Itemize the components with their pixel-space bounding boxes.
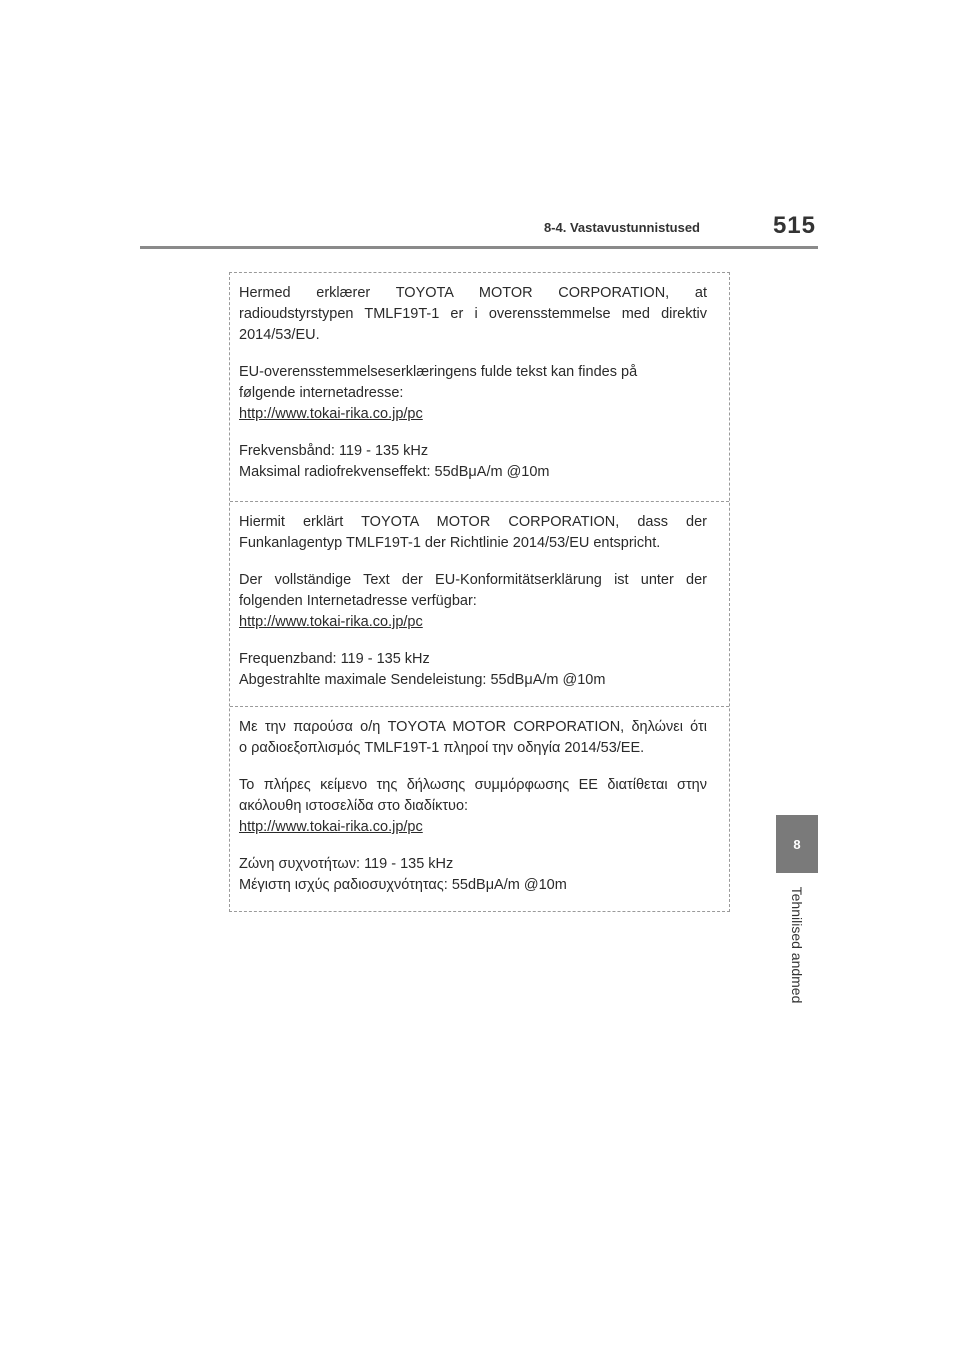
- declaration-paragraph: [239, 283, 707, 346]
- declaration-line: ο ραδιοεξοπλισμός TMLF19T-1 πληροί την οδηγία 2014/53/ΕΕ.: [239, 740, 645, 756]
- declaration-box: [229, 272, 730, 912]
- declaration-greek: [230, 706, 729, 913]
- declaration-german: [230, 501, 729, 706]
- declaration-paragraph: [239, 717, 707, 759]
- declaration-line: Hiermit erklärt TOYOTA MOTOR CORPORATION, dass der: [239, 514, 707, 530]
- max-power: Abgestrahlte maximale Sendeleistung: 55dBμA/m @10m: [239, 672, 606, 688]
- declaration-line: Funkanlagentyp TMLF19T-1 der Richtlinie 2014/53/EU entspricht.: [239, 535, 661, 551]
- declaration-line: 2014/53/EU.: [239, 327, 320, 343]
- section-title: 8-4. Vastavustunnistused: [543, 220, 700, 235]
- declaration-url-link[interactable]: http://www.tokai-rika.co.jp/pc: [239, 406, 423, 422]
- declaration-line: Με την παρούσα ο/η TOYOTA MOTOR CORPORATION, δηλώνει ότι: [239, 719, 707, 735]
- max-power: Μέγιστη ισχύς ραδιοσυχνότητας: 55dBμA/m @10m: [239, 877, 567, 893]
- page-number: 515: [772, 212, 816, 239]
- chapter-number: 8: [793, 836, 801, 852]
- fulltext-paragraph: [239, 775, 707, 838]
- fulltext-line: Der vollständige Text der EU-Konformitätserklärung ist unter der: [239, 572, 707, 588]
- max-power: Maksimal radiofrekvenseffekt: 55dBμA/m @10m: [239, 464, 550, 480]
- declaration-url-link[interactable]: http://www.tokai-rika.co.jp/pc: [239, 614, 423, 630]
- frequency-band: Frequenzband: 119 - 135 kHz: [239, 651, 430, 667]
- page-header: [140, 208, 818, 249]
- fulltext-paragraph: [239, 362, 707, 425]
- fulltext-line: ακόλουθη ιστοσελίδα στο διαδίκτυο:: [239, 798, 469, 814]
- fulltext-line: folgenden Internetadresse verfügbar:: [239, 593, 477, 609]
- technical-data: [239, 649, 707, 691]
- declaration-paragraph: [239, 512, 707, 554]
- declaration-url-link[interactable]: http://www.tokai-rika.co.jp/pc: [239, 819, 423, 835]
- technical-data: [239, 854, 707, 896]
- chapter-tab[interactable]: [776, 815, 818, 873]
- technical-data: [239, 441, 707, 483]
- frequency-band: Frekvensbånd: 119 - 135 kHz: [239, 443, 429, 459]
- fulltext-line: følgende internetadresse:: [239, 385, 404, 401]
- declaration-line: Hermed erklærer TOYOTA MOTOR CORPORATION, at: [239, 285, 707, 301]
- fulltext-line: Το πλήρες κείμενο της δήλωσης συμμόρφωσης ΕΕ διατίθεται στην: [239, 777, 707, 793]
- fulltext-paragraph: [239, 570, 707, 633]
- declaration-line: radioudstyrstypen TMLF19T-1 er i overensstemmelse med direktiv: [239, 306, 707, 322]
- frequency-band: Ζώνη συχνοτήτων: 119 - 135 kHz: [239, 856, 454, 872]
- fulltext-line: EU-overensstemmelseserklæringens fulde tekst kan findes på: [239, 364, 638, 380]
- chapter-name: Tehnilised andmed: [789, 886, 805, 1004]
- declaration-danish: [230, 273, 729, 501]
